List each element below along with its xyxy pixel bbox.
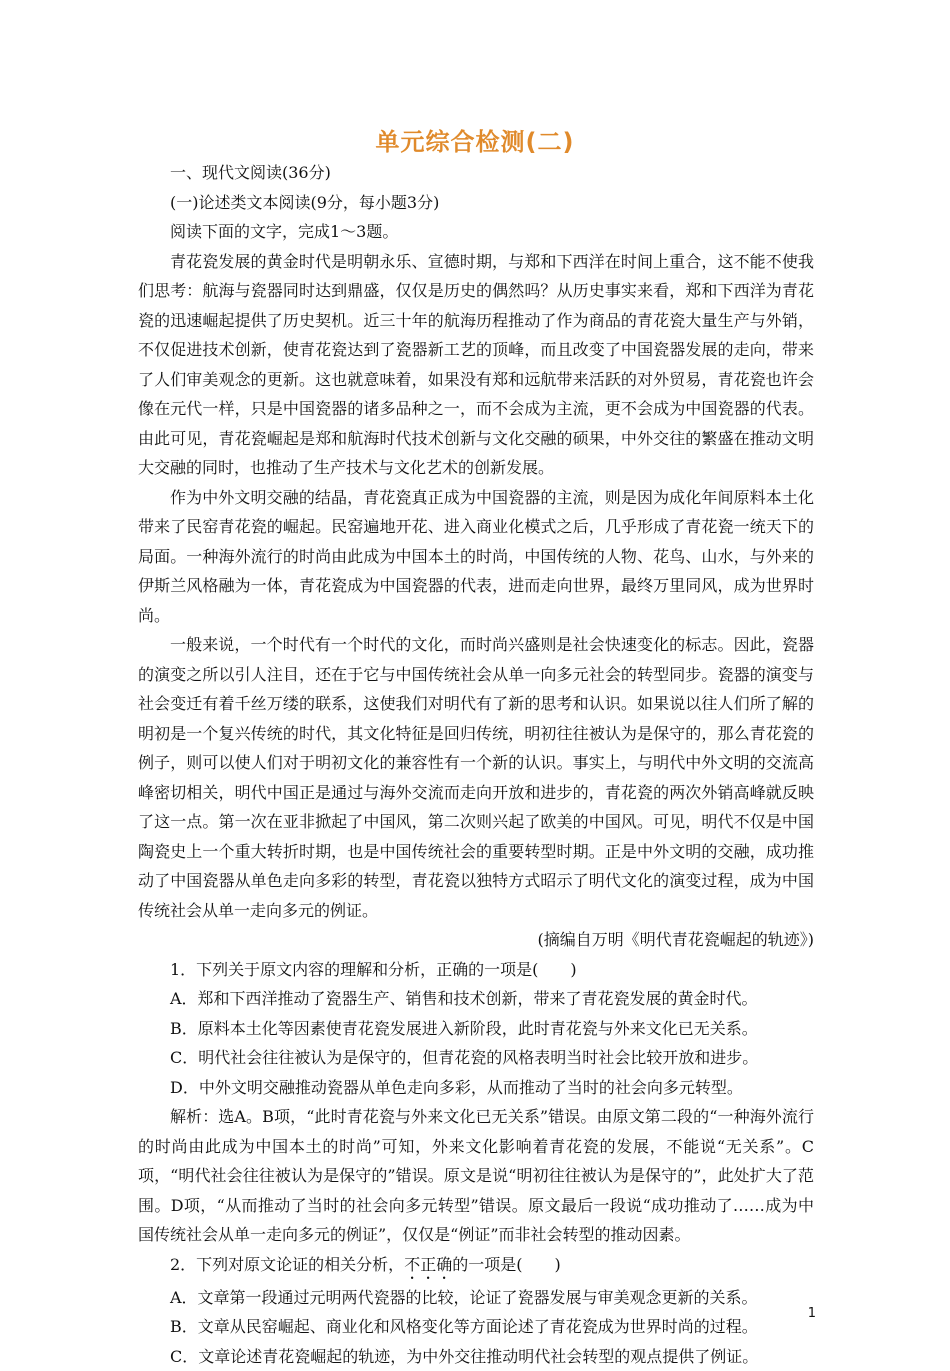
question-2-stem-post: 的一项是( ) (452, 1255, 561, 1274)
question-1-option-b: B．原料本土化等因素使青花瓷发展进入新阶段，此时青花瓷与外来文化已无关系。 (138, 1014, 814, 1044)
question-1-option-a: A．郑和下西洋推动了瓷器生产、销售和技术创新，带来了青花瓷发展的黄金时代。 (138, 984, 814, 1014)
question-1-stem: 1．下列关于原文内容的理解和分析，正确的一项是( ) (138, 955, 814, 985)
subsection-heading: (一)论述类文本阅读(9分，每小题3分) (138, 188, 814, 218)
question-2-option-c: C．文章论述青花瓷崛起的轨迹，为中外交往推动明代社会转型的观点提供了例证。 (138, 1342, 814, 1371)
question-2-option-b: B．文章从民窑崛起、商业化和风格变化等方面论述了青花瓷成为世界时尚的过程。 (138, 1312, 814, 1342)
reading-instruction: 阅读下面的文字，完成1～3题。 (138, 217, 814, 247)
passage-paragraph: 青花瓷发展的黄金时代是明朝永乐、宣德时期，与郑和下西洋在时间上重合，这不能不使我们思考：航海与瓷器同时达到鼎盛，仅仅是历史的偶然吗？从历史事实来看，郑和下西洋为青花瓷的迅速崛起提供了历史契机。近三十年的航海历程推动了作为商品的青花瓷大量生产与外销，不仅促进技术创新，使青花瓷达到了瓷器新工艺的顶峰，而且改变了中国瓷器发展的走向，带来了人们审美观念的更新。这也就意味着，如果没有郑和远航带来活跃的对外贸易，青花瓷也许会像在元代一样，只是中国瓷器的诸多品种之一，而不会成为主流，更不会成为中国瓷器的代表。由此可见，青花瓷崛起是郑和航海时代技术创新与文化交融的硕果，中外交往的繁盛在推动文明大交融的同时，也推动了生产技术与文化艺术的创新发展。 (138, 247, 814, 483)
question-1-option-c: C．明代社会往往被认为是保守的，但青花瓷的风格表明当时社会比较开放和进步。 (138, 1043, 814, 1073)
question-2-option-a: A．文章第一段通过元明两代瓷器的比较，论证了瓷器发展与审美观念更新的关系。 (138, 1283, 814, 1313)
page-title: 单元综合检测(二) (0, 122, 950, 157)
passage-source: (摘编自万明《明代青花瓷崛起的轨迹》) (138, 925, 814, 955)
passage-paragraph: 一般来说，一个时代有一个时代的文化，而时尚兴盛则是社会快速变化的标志。因此，瓷器的演变之所以引人注目，还在于它与中国传统社会从单一向多元社会的转型同步。瓷器的演变与社会变迁有着千丝万缕的联系，这使我们对明代有了新的思考和认识。如果说以往人们所了解的明初是一个复兴传统的时代，其文化特征是回归传统，明初往往被认为是保守的，那么青花瓷的例子，则可以使人们对于明初文化的兼容性有一个新的认识。事实上，与明代中外文明的交流高峰密切相关，明代中国正是通过与海外交流而走向开放和进步的，青花瓷的两次外销高峰就反映了这一点。第一次在亚非掀起了中国风，第二次则兴起了欧美的中国风。可见，明代不仅是中国陶瓷史上一个重大转折时期，也是中国传统社会的重要转型时期。正是中外文明的交融，成功推动了中国瓷器从单色走向多彩的转型，青花瓷以独特方式昭示了明代文化的演变过程，成为中国传统社会从单一走向多元的例证。 (138, 630, 814, 925)
section-heading: 一、现代文阅读(36分) (138, 158, 814, 188)
passage-paragraph: 作为中外文明交融的结晶，青花瓷真正成为中国瓷器的主流，则是因为成化年间原料本土化带来了民窑青花瓷的崛起。民窑遍地开花、进入商业化模式之后，几乎形成了青花瓷一统天下的局面。一种海外流行的时尚由此成为中国本土的时尚，中国传统的人物、花鸟、山水，与外来的伊斯兰风格融为一体，青花瓷成为中国瓷器的代表，进而走向世界，最终万里同风，成为世界时尚。 (138, 483, 814, 631)
question-2-stem-pre: 2．下列对原文论证的相关分析， (170, 1255, 404, 1274)
document-body (138, 158, 814, 1371)
question-2-emphasis: 不正确 (404, 1255, 452, 1274)
question-1-analysis: 解析：选A。B项，“此时青花瓷与外来文化已无关系”错误。由原文第二段的“一种海外流行的时尚由此成为中国本土的时尚”可知，外来文化影响着青花瓷的发展，不能说“无关系”。C项，“明代社会往往被认为是保守的”错误。原文是说“明初往往被认为是保守的”，此处扩大了范围。D项，“从而推动了当时的社会向多元转型”错误。原文最后一段说“成功推动了……成为中国传统社会从单一走向多元的例证”，仅仅是“例证”而非社会转型的推动因素。 (138, 1102, 814, 1250)
question-2-stem (138, 1250, 814, 1283)
question-1-option-d: D．中外文明交融推动瓷器从单色走向多彩，从而推动了当时的社会向多元转型。 (138, 1073, 814, 1103)
page-number: 1 (808, 1306, 816, 1321)
